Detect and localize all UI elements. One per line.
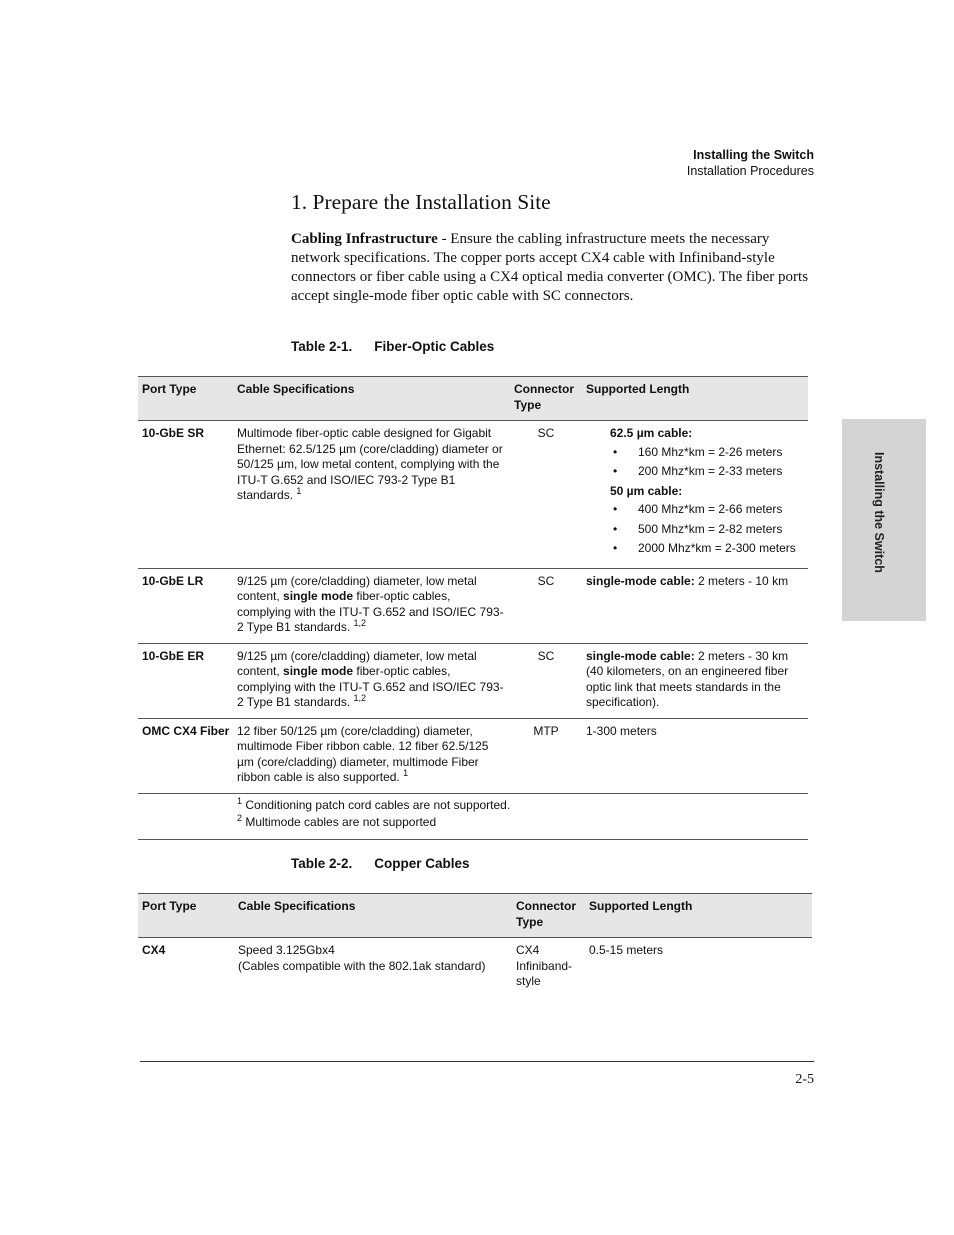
footnote-ref: 1	[403, 768, 409, 778]
footnote-mark: 2	[237, 813, 243, 823]
chapter-side-tab	[842, 419, 926, 621]
table-row	[138, 643, 808, 718]
col-header-cable-spec: Cable Specifications	[233, 377, 510, 421]
table-header-row	[138, 377, 808, 421]
table-header-row	[138, 894, 812, 938]
port-type: 10-GbE ER	[138, 643, 233, 718]
cable-spec-text: 9/125 µm (core/cladding) diameter, low metal content,	[237, 573, 477, 603]
table-row	[138, 421, 808, 569]
footnote-text: Multimode cables are not supported	[242, 815, 437, 829]
cable-spec-line: Speed 3.125Gbx4	[238, 943, 335, 957]
cable-spec-emphasis: single mode	[283, 589, 354, 603]
footnote-ref: 1	[296, 486, 302, 496]
table2-caption	[291, 856, 470, 871]
footer-rule	[140, 1061, 814, 1062]
cable-spec	[233, 718, 510, 793]
cable-spec	[233, 643, 510, 718]
port-type: 10-GbE LR	[138, 568, 233, 643]
footnote	[237, 795, 804, 814]
length-subheading: 50 µm cable:	[610, 483, 683, 498]
connector-type: SC	[510, 643, 582, 718]
cable-spec-emphasis: single mode	[283, 664, 354, 678]
table-row	[138, 718, 808, 793]
port-type: CX4	[142, 943, 166, 957]
footnote-text: Conditioning patch cord cables are not supported.	[242, 797, 511, 812]
list-item: • 500 Mhz*km = 2-82 meters	[610, 522, 804, 538]
cable-spec	[233, 568, 510, 643]
list-item: • 400 Mhz*km = 2-66 meters	[610, 502, 804, 518]
list-item: • 200 Mhz*km = 2-33 meters	[610, 464, 804, 480]
length-label: single-mode cable:	[586, 648, 695, 663]
supported-length: 1-300 meters	[582, 718, 808, 793]
intro-lead: Cabling Infrastructure	[291, 231, 438, 247]
cable-spec-text: 9/125 µm (core/cladding) diameter, low metal content,	[237, 648, 477, 678]
table-footnotes	[233, 793, 808, 839]
table1-caption	[291, 339, 494, 354]
cable-spec-text: 12 fiber 50/125 µm (core/cladding) diameter, multimode Fiber ribbon cable. 12 fiber 62.5/125 µm (core/cladding) diameter, multimode Fiber ribbon cable is also supported.	[237, 723, 489, 784]
supported-length	[582, 643, 808, 718]
length-value: 2 meters - 30 km (40 kilometers, on an engineered fiber optic link that meets standards in the specification).	[586, 648, 789, 709]
cable-spec-text: Multimode fiber-optic cable designed for Gigabit Ethernet: 62.5/125 µm (core/cladding) diameter or 50/125 µm, low metal content, complying with the ITU-T G.652 and ISO/IEC 793-2 Type B1 standards.	[237, 426, 503, 502]
footnotes-spacer	[138, 793, 233, 839]
page-number: 2-5	[795, 1072, 814, 1087]
copper-cables-table	[138, 893, 812, 997]
intro-text: - Ensure the cabling infrastructure meets the necessary network specifications. The copper ports accept CX4 cable with Infiniband-style connectors or fiber cable using a CX4 optical media converter (OMC). The fiber ports accept single-mode fiber optic cable with SC connectors.	[291, 231, 809, 304]
footnote-ref: 1,2	[353, 693, 367, 703]
cable-spec-text: fiber-optic cables, complying with the ITU-T G.652 and ISO/IEC 793-2 Type B1 standards.	[237, 664, 504, 709]
fiber-optic-cables-table	[138, 376, 808, 840]
length-subheading: 62.5 µm cable:	[610, 426, 693, 440]
table-row	[138, 568, 808, 643]
col-header-connector-type: Connector Type	[510, 377, 582, 421]
table2-title: Copper Cables	[374, 856, 470, 871]
col-header-cable-spec: Cable Specifications	[234, 894, 512, 938]
length-list	[610, 445, 804, 480]
length-list	[610, 502, 804, 557]
footnote-ref: 1,2	[353, 618, 367, 628]
connector-type: SC	[510, 568, 582, 643]
side-tab-label: Installing the Switch	[872, 452, 886, 573]
table2-number: Table 2-2.	[291, 856, 353, 871]
header-section: Installation Procedures	[686, 164, 814, 178]
supported-length	[582, 421, 808, 569]
section-title: 1. Prepare the Installation Site	[291, 190, 551, 214]
col-header-connector-type: Connector Type	[512, 894, 585, 938]
length-value: 2 meters - 10 km	[694, 573, 789, 588]
footnote	[237, 815, 804, 831]
list-item: • 160 Mhz*km = 2-26 meters	[610, 445, 804, 461]
cable-spec-line: (Cables compatible with the 802.1ak standard)	[238, 958, 486, 973]
connector-type: CX4 Infiniband-style	[516, 943, 573, 988]
cable-spec	[234, 938, 512, 997]
cable-spec-text: fiber-optic cables, complying with the ITU-T G.652 and ISO/IEC 793-2 Type B1 standards.	[237, 589, 504, 634]
intro-paragraph	[291, 230, 813, 306]
col-header-supported-length: Supported Length	[585, 894, 812, 938]
table-row	[138, 938, 812, 997]
header-chapter: Installing the Switch	[693, 148, 814, 162]
connector-type: SC	[510, 421, 582, 569]
supported-length: 0.5-15 meters	[589, 943, 664, 957]
col-header-port-type: Port Type	[138, 894, 234, 938]
length-label: single-mode cable:	[586, 573, 695, 588]
footnotes-row	[138, 793, 808, 839]
cable-spec	[233, 421, 510, 569]
col-header-supported-length: Supported Length	[582, 377, 808, 421]
col-header-port-type: Port Type	[138, 377, 233, 421]
port-type: OMC CX4 Fiber	[138, 718, 233, 793]
table1-title: Fiber-Optic Cables	[374, 339, 495, 354]
running-header	[687, 147, 814, 179]
footnote-mark: 1	[237, 795, 243, 806]
table1-number: Table 2-1.	[291, 339, 353, 354]
list-item: • 2000 Mhz*km = 2-300 meters	[610, 541, 804, 557]
supported-length	[582, 568, 808, 643]
port-type: 10-GbE SR	[138, 421, 233, 569]
connector-type: MTP	[510, 718, 582, 793]
